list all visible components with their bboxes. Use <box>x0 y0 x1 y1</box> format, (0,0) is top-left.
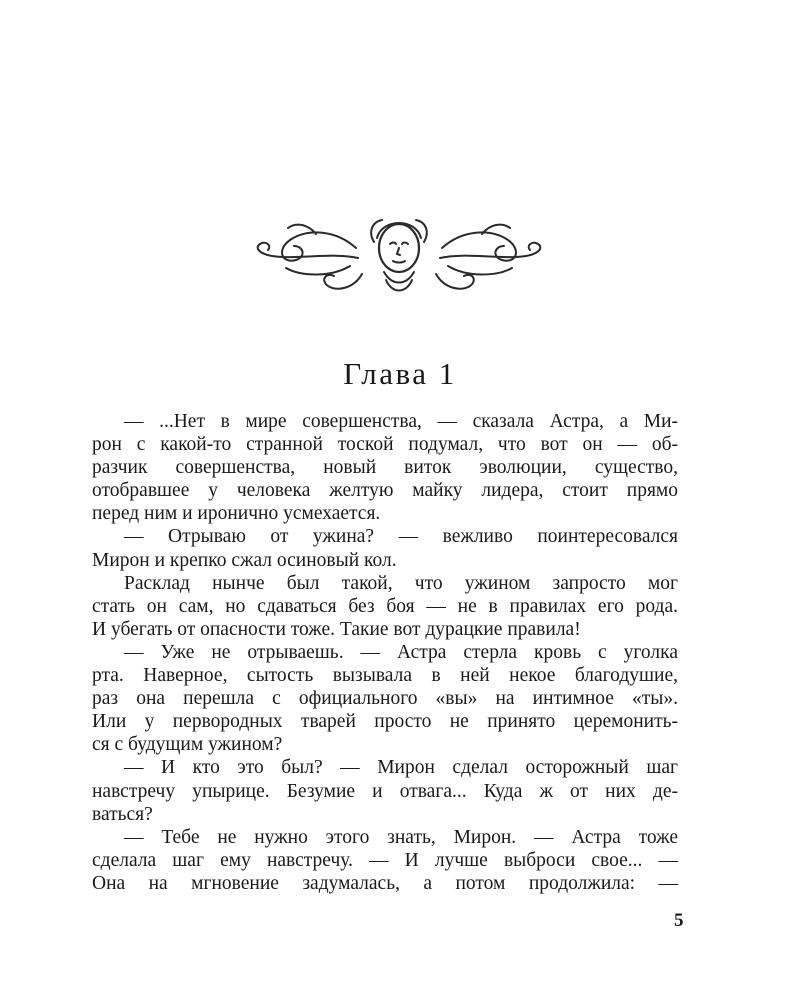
chapter-title: Глава 1 <box>343 356 457 391</box>
text-line: Она на мгновение задумалась, а потом продолжила: — <box>92 872 678 894</box>
chapter-body <box>92 410 678 895</box>
text-line: Мирон и крепко сжал осиновый кол. <box>92 549 397 571</box>
text-line: стать он сам, но сдаваться без боя — не в правилах его рода. <box>92 595 678 617</box>
text-line: Или у первородных тварей просто не принято церемонить- <box>92 711 678 733</box>
page-number: 5 <box>674 910 684 931</box>
text-line: разчик совершенства, новый виток эволюции, существо, <box>92 457 678 479</box>
text-line: отобравшее у человека желтую майку лидера, стоит прямо <box>92 480 678 502</box>
text-line: ся с будущим ужином? <box>92 734 283 756</box>
text-line: сделала шаг ему навстречу. — И лучше выброси свое... — <box>92 849 678 871</box>
text-line: рта. Наверное, сытость вызывала в ней некое благодушие, <box>92 665 678 687</box>
text-line: навстречу упырице. Безумие и отвага... Куда ж от них де- <box>92 780 678 802</box>
text-line: — Тебе не нужно этого знать, Мирон. — Астра тоже <box>124 826 678 848</box>
text-line: рон с какой-то странной тоской подумал, что вот он — об- <box>92 434 678 456</box>
text-line: — Отрываю от ужина? — вежливо поинтересовался <box>124 526 678 548</box>
text-line: Расклад нынче был такой, что ужином запросто мог <box>124 572 678 594</box>
chapter-ornament <box>246 208 552 300</box>
text-line: — Уже не отрываешь. — Астра стерла кровь с уголка <box>124 641 678 663</box>
text-line: — ...Нет в мире совершенства, — сказала Астра, а Ми- <box>124 411 678 432</box>
text-line: перед ним и иронично усмехается. <box>92 503 381 525</box>
text-line: — И кто это был? — Мирон сделал осторожный шаг <box>124 757 678 779</box>
text-line: раз она перешла с официального «вы» на интимное «ты». <box>92 688 678 710</box>
text-line: И убегать от опасности тоже. Такие вот дурацкие правила! <box>92 618 581 640</box>
text-line: ваться? <box>92 803 153 825</box>
